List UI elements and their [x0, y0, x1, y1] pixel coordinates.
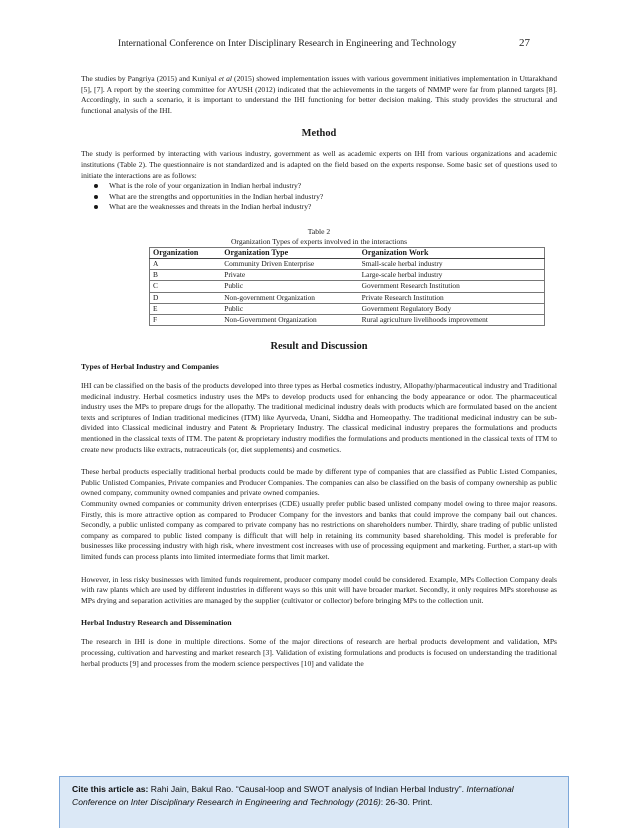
table-header-cell: Organization Work: [359, 247, 545, 258]
table-cell: D: [150, 292, 222, 303]
citation-label: Cite this article as:: [72, 784, 149, 794]
table-row: [150, 303, 545, 314]
table-cell: Government Research Institution: [359, 281, 545, 292]
question-list: [81, 181, 557, 213]
results-heading: Result and Discussion: [270, 341, 368, 353]
citation-authors: Rahi Jain, Bakul Rao. “Causal-loop and SWOT analysis of Indian Herbal Industry”.: [148, 784, 464, 794]
table-header-row: [150, 247, 545, 258]
table-cell: C: [150, 281, 222, 292]
bullet-icon: [94, 195, 98, 199]
table-header-cell: Organization: [150, 247, 222, 258]
table-cell: Government Regulatory Body: [359, 303, 545, 314]
list-item: What is the role of your organization in Indian herbal industry?: [109, 181, 557, 192]
table-header-cell: Organization Type: [221, 247, 358, 258]
results-paragraph: These herbal products especially traditional herbal products could be made by different type of companies that are classified as Public Listed Companies, Public Unlisted Companies, Private companies and Producer Companies. The companies can also be classified on the basis of company ownership as public owned company, community owned companies and private owned companies.: [81, 467, 557, 498]
organization-table: [149, 247, 545, 326]
results-paragraph: The research in IHI is done in multiple directions. Some of the major directions of research are herbal products development and validation, MPs processing, cultivation and harvesting and market research [3]. Validation of existing formulations and products is focused on understanding the traditional herbal products [9] and processes from the modern science perspectives [10] and validate the: [81, 637, 557, 668]
table-cell: Community Driven Enterprise: [221, 258, 358, 269]
table-row: [150, 258, 545, 269]
table-cell: Private Research Institution: [359, 292, 545, 303]
page-number: 27: [519, 37, 530, 49]
table-cell: Non-Government Organization: [221, 314, 358, 325]
table-row: [150, 270, 545, 281]
citation-venue: International Conference on Inter Disciplinary Research in Engineering and Technology (2016): [72, 784, 514, 807]
table-row: [150, 281, 545, 292]
table-row: [150, 292, 545, 303]
bullet-icon: [94, 184, 98, 188]
table-row: [150, 314, 545, 325]
table-cell: A: [150, 258, 222, 269]
table-cell: Public: [221, 303, 358, 314]
table-cell: B: [150, 270, 222, 281]
table-label: Table 2: [307, 226, 331, 236]
results-paragraph: Community owned companies or community driven enterprises (CDE) usually prefer public based unlisted company model owing to three major reasons. Firstly, this is more attractive option as compared to Producer Company for the investors and banks that could improve the company bail out chances. Secondly, a public unlisted company as compared to private company has no restrictions on shareholders number. Thirdly, share trading of public unlisted company as compared to public listed company is difficult that will help in retaining its community based shareholding. This model is preferable for businesses like processing industry with high risk, where investment cost increases with use of processing equipment and marketing. Further, a start-up with limited funds can process plants into limited intermediate forms that limit market.: [81, 499, 557, 561]
citation-format: Print.: [412, 797, 433, 807]
list-item: What are the strengths and opportunities in the Indian herbal industry?: [109, 192, 557, 203]
subheading-research-dissemination: Herbal Industry Research and Dissemination: [81, 618, 232, 628]
table-cell: Public: [221, 281, 358, 292]
list-item: What are the weaknesses and threats in the Indian herbal industry?: [109, 202, 557, 213]
table-cell: Large-scale herbal industry: [359, 270, 545, 281]
table-caption: Organization Types of experts involved in the interactions: [230, 236, 408, 246]
header-title: International Conference on Inter Disciplinary Research in Engineering and Technology: [118, 38, 457, 49]
table-cell: E: [150, 303, 222, 314]
table-cell: Non-government Organization: [221, 292, 358, 303]
method-heading: Method: [301, 128, 337, 140]
results-paragraph: IHI can be classified on the basis of the products developed into three types as Herbal cosmetics industry, Allopathy/pharmaceutical industry and Traditional medicinal industry. Herbal cosmetics industry uses the MPs to develop products used for enhancing the body appearance or odor. The pharmaceutical industry uses the MPs to prepare drugs for the allopathy. The traditional medicinal industry deals with products which are formulated based on the ancient texts and scriptures of Indian traditional medicines (ITM) like Ayurveda, Unani, Siddha and Homeopathy. The traditional medicinal industry can be sub-divided into Classical medicinal industry and Patent & Proprietary Industry. The classical medicinal industry prepares the formulations and products mentioned in the classical texts of ITM. The patent & proprietary industry modifies the formulations and products mentioned in the classical texts of ITM to create new products like extracts, nutraceuticals (or, diet supplements) and cosmetics.: [81, 381, 557, 454]
running-header: [0, 38, 638, 54]
citation-box: [59, 776, 569, 828]
table-cell: F: [150, 314, 222, 325]
table-cell: Rural agriculture livelihoods improvement: [359, 314, 545, 325]
intro-paragraph: The studies by Pangriya (2015) and Kuniyal et al (2015) showed implementation issues with various government initiatives implementation in Uttarakhand [5], [7]. A report by the steering committee for AYUSH (2012) indicated that the achievements in the targets of NMMP were far from planned targets [8]. Accordingly, in such a scenario, it is important to understand the IHI functioning for better decision making. This study provides the structural and functional analysis of the IHI.: [81, 74, 558, 115]
table-cell: Private: [221, 270, 358, 281]
results-paragraph: However, in less risky businesses with limited funds requirement, producer company model could be considered. Example, MPs Collection Company deals with raw plants which are used by different industries in different ways so this unit will have broader market. Secondly, it only requires MPs storehouse as MPs drying and separation activities are managed by the supplier (cultivator or collector) before bringing MPs to the collection unit.: [81, 574, 557, 605]
citation-pages: : 26-30.: [380, 797, 410, 807]
table-cell: Small-scale herbal industry: [359, 258, 545, 269]
method-paragraph: The study is performed by interacting with various industry, government as well as academic experts on IHI from various organizations and academic institutions (Table 2). The questionnaire is not standardized and is adapted on the field based on the experts response. Some basic set of questions used to initiate the interactions are as follows:: [81, 149, 557, 180]
subheading-herbal-industry-types: Types of Herbal Industry and Companies: [81, 362, 219, 372]
page-body: [81, 74, 557, 681]
bullet-icon: [94, 205, 98, 209]
